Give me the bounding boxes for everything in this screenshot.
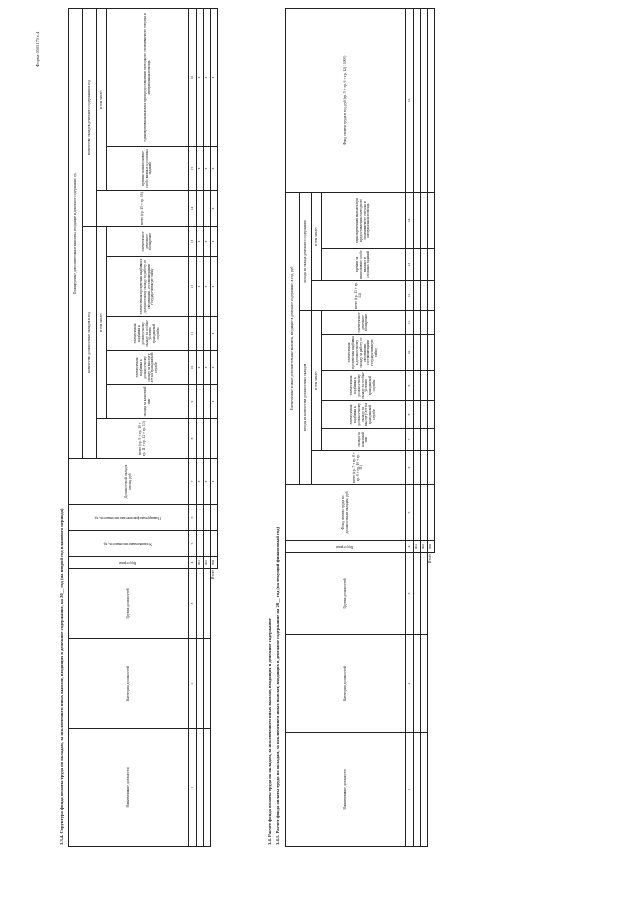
t1-row-code: 001	[197, 557, 204, 569]
t1-h-position-group: Группа должностей	[69, 569, 189, 639]
t2-h-c7: оклада за классный чин	[322, 429, 406, 451]
t1-cell[interactable]	[204, 729, 211, 847]
form-code: Форма 0505175 с.4	[35, 31, 40, 67]
t1-h-c11: ежемесячная надбавка к должностному окладу за особые условия гражданской службы	[107, 317, 189, 351]
t2-colnum: 14	[406, 192, 414, 248]
t2-cell[interactable]	[414, 281, 421, 311]
t2-total-cell[interactable]	[428, 485, 435, 541]
t1-h-c13: ежемесячное денежное поощрение	[107, 227, 189, 257]
t1-colnum: 10	[189, 351, 197, 385]
t1-cell[interactable]: x	[197, 8, 204, 146]
t2-h-row-code: Код строки	[286, 541, 406, 553]
t1-total-cell[interactable]: x	[211, 385, 218, 419]
t2-cell[interactable]	[414, 192, 421, 248]
t2-colnum: 10	[406, 335, 414, 371]
t2-colnum: 9	[406, 371, 414, 401]
t1-cell[interactable]: x	[204, 8, 211, 146]
t2-colnum: 12	[406, 281, 414, 311]
t1-cell[interactable]: x	[197, 459, 204, 505]
t1-total-cell[interactable]: x	[211, 351, 218, 385]
t2-colnum: 5	[406, 485, 414, 541]
t1-cell[interactable]	[204, 191, 211, 227]
t2-colnum: 2	[406, 635, 414, 733]
t2-h-including-2: в том числе:	[312, 192, 322, 280]
t2-h-c9: ежемесячная надбавка к должностному окладу за особые условия гражданской службы	[322, 371, 406, 401]
t1-colnum: 1	[189, 729, 197, 847]
t1-colnum: 3	[189, 569, 197, 639]
t1-cell[interactable]	[197, 569, 204, 639]
t1-cell[interactable]: x	[197, 147, 204, 191]
t1-cell[interactable]	[197, 505, 204, 531]
t1-cell[interactable]	[204, 385, 211, 419]
t2-cell[interactable]	[421, 192, 428, 248]
t1-h-including-2: в том числе:	[97, 8, 107, 190]
t1-total-cell[interactable]: x	[211, 227, 218, 257]
t1-colnum: 13	[189, 227, 197, 257]
t1-colnum: 8	[189, 419, 197, 459]
t2-h-position-category: Категория должностей	[286, 635, 406, 733]
t2-cell[interactable]	[421, 281, 428, 311]
table-row-total	[211, 8, 218, 846]
t1-col-numbers	[189, 8, 197, 846]
t1-cell[interactable]	[197, 385, 204, 419]
t2-cell[interactable]	[414, 8, 421, 192]
t2-row-code: 001	[414, 541, 421, 553]
t1-total-cell[interactable]: x	[211, 257, 218, 317]
t1-total-cell[interactable]	[211, 505, 218, 531]
t2-colnum: 1	[406, 733, 414, 847]
t2-h-position-group: Группа должностей	[286, 553, 406, 635]
t2-total-cell[interactable]	[428, 335, 435, 371]
t2-h-position-name: Наименование должности	[286, 733, 406, 847]
t2-h-c8: ежемесячная надбавка к должностному окладу за выслугу лет на гражданской службе	[322, 401, 406, 429]
t1-cell[interactable]	[204, 419, 211, 459]
t2-cell[interactable]	[421, 635, 428, 733]
t1-blank	[211, 639, 218, 729]
t1-cell[interactable]: x	[204, 257, 211, 317]
t2-blank	[428, 635, 435, 733]
t2-colnum: 6	[406, 451, 414, 485]
t2-cell[interactable]	[414, 249, 421, 281]
t1-cell[interactable]	[197, 531, 204, 557]
t1-h-position-category: Категория должностей	[69, 639, 189, 729]
t1-total-code: 900	[211, 557, 218, 569]
t1-h-c15: премии за выполнение особо важных и сложных заданий	[107, 147, 189, 191]
t1-h-c10: ежемесячная надбавка к должностному окладу за выслугу лет на гражданской службе	[107, 351, 189, 385]
t1-h-planned: Планируемая фактическая численность, ед.	[69, 505, 189, 531]
t1-total-cell[interactable]: x	[211, 191, 218, 227]
t1-cell[interactable]	[204, 639, 211, 729]
t1-cell[interactable]	[197, 639, 204, 729]
t1-h-total-1: всего (гр. 9 + гр. 10 + гр. 11 + гр. 12 + гр. 13)	[97, 419, 189, 459]
table-row	[204, 8, 211, 846]
t2-cell[interactable]	[414, 733, 421, 847]
t2-total-cell[interactable]	[428, 311, 435, 335]
t2-h-c13: премии за выполнение особо важных и сложных заданий	[322, 249, 406, 281]
t2-colnum: 11	[406, 311, 414, 335]
t2-cell[interactable]	[414, 311, 421, 335]
t2-colnum: 8	[406, 401, 414, 429]
t1-cell[interactable]	[204, 317, 211, 351]
t2-total-cell[interactable]	[428, 371, 435, 401]
t2-total-cell[interactable]	[428, 451, 435, 485]
t2-cell[interactable]	[414, 451, 421, 485]
t1-h-payments-group: Планируемые дополнительные выплаты, входящие в денежное содержание, ед.	[69, 8, 83, 458]
t1-cell[interactable]	[197, 191, 204, 227]
t1-cell[interactable]	[197, 419, 204, 459]
t2-h-c11: ежемесячное денежное поощрение	[322, 311, 406, 335]
t1-total-cell[interactable]	[211, 531, 218, 557]
t2-cell[interactable]	[421, 335, 428, 371]
t2-colnum: 13	[406, 249, 414, 281]
t2-h-c10: ежемесячная процентная надбавка к должностному окладу за работу со сведениями, составляющими государственную тайну	[322, 335, 406, 371]
section-34-title: 3.4. Расчет фонда оплаты труда по окладам, за исключением иных выплат, входящих в денежное содержание	[267, 618, 272, 845]
t2-cell[interactable]	[421, 485, 428, 541]
t2-cell[interactable]	[421, 553, 428, 635]
t1-total-cell[interactable]: x	[211, 317, 218, 351]
t2-colnum: 3	[406, 553, 414, 635]
t2-cell[interactable]	[414, 553, 421, 635]
t1-h-allowance: количество окладов денежного содержания в год	[83, 8, 97, 226]
t2-cell[interactable]	[421, 401, 428, 429]
t1-h-salary: Должностной оклад в месяц, руб	[69, 459, 189, 505]
t1-h-salaries-count: количество должностных окладов в год	[83, 227, 97, 459]
t1-total-cell[interactable]: x	[211, 8, 218, 146]
t1-h-row-code: Код строки	[69, 557, 189, 569]
t1-cell[interactable]	[197, 729, 204, 847]
table-row	[421, 8, 428, 846]
t1-total-cell[interactable]: x	[211, 147, 218, 191]
t1-colnum: 15	[189, 147, 197, 191]
t2-cell[interactable]	[414, 635, 421, 733]
t2-colnum: 4	[406, 541, 414, 553]
t2-total-cell[interactable]	[428, 281, 435, 311]
t1-colnum: 16	[189, 8, 197, 146]
t1-cell[interactable]: x	[197, 227, 204, 257]
t1-colnum: 5	[189, 531, 197, 557]
t2-cell[interactable]	[421, 249, 428, 281]
t1-total-label: Итого	[211, 570, 216, 580]
t2-total-cell[interactable]	[428, 8, 435, 192]
t2-h-total-2: всего (гр. 13 + гр. 14)	[312, 281, 406, 311]
t1-h-position-name: Наименование должности	[69, 729, 189, 847]
t2-cell[interactable]	[414, 485, 421, 541]
t2-cell[interactable]	[421, 733, 428, 847]
t2-cell[interactable]	[414, 429, 421, 451]
t1-h-established: Установленная численность, ед.	[69, 531, 189, 557]
t2-h-c15: Фонд оплаты труда в год, руб (гр. 5 + гр. 6 + гр. 12) / 1000)	[286, 8, 406, 192]
t2-cell[interactable]	[421, 311, 428, 335]
t1-cell[interactable]	[204, 531, 211, 557]
section-334-title: 3.3.4. Структура фонда оплаты труда по окладам, за исключением иных выплат, входящих в денежное содержание, на 20__ год (на второй год планового периода)	[59, 508, 64, 845]
t2-total-cell[interactable]	[428, 192, 435, 248]
table-row	[197, 8, 204, 846]
t1-row-code: 002	[204, 557, 211, 569]
t2-row-code: 002	[421, 541, 428, 553]
t2-colnum: 15	[406, 8, 414, 192]
t1-h-including-1: в том числе:	[97, 227, 107, 419]
t2-h-c14: единовременная выплата при предоставлении ежегодного оплачиваемого отпуска и материальная помощь	[322, 192, 406, 248]
t2-h-including-1: в том числе:	[312, 311, 322, 451]
section-341-title: 3.4.1. Расчет фонда оплаты труда по окладам, за исключением иных выплат, входящих в денежное содержание на 20__ год (на текущий финансовый год)	[275, 526, 280, 845]
t1-colnum: 2	[189, 639, 197, 729]
table-row-total	[428, 8, 435, 846]
t2-colnum: 7	[406, 429, 414, 451]
t2-cell[interactable]	[414, 371, 421, 401]
t1-colnum: 6	[189, 505, 197, 531]
t2-cell[interactable]	[414, 335, 421, 371]
t2-h-by-salaries: исходя из количества должностных окладов	[300, 311, 312, 485]
t1-colnum: 9	[189, 385, 197, 419]
t2-h-by-allowance: исходя из оклада денежного содержания	[300, 192, 312, 310]
t1-cell[interactable]: x	[204, 227, 211, 257]
t1-total-cell[interactable]	[211, 419, 218, 459]
t1-total-cell[interactable]: x	[211, 459, 218, 505]
t1-colnum: 4	[189, 557, 197, 569]
t1-cell[interactable]: x	[197, 351, 204, 385]
t2-h-salary-fund: Фонд оплаты труда по должностным окладам, руб	[286, 485, 406, 541]
t2-h-total-1: всего (гр. 7 + гр. 8 + гр. 9 + гр. 10 + гр. 11)	[312, 451, 406, 485]
t1-cell[interactable]	[204, 505, 211, 531]
table-334	[68, 8, 218, 847]
t2-h-payments-group: Ежемесячные и иные дополнительные выплаты, входящие в денежное содержание, в год, руб	[286, 192, 300, 484]
t1-colnum: 7	[189, 459, 197, 505]
t1-cell[interactable]: x	[204, 459, 211, 505]
t1-h-c12: ежемесячная процентная надбавка к должностному окладу за работу со сведениями, составляющими государственную тайну	[107, 257, 189, 317]
t1-h-total-2: всего (гр. 15 + гр. 16)	[97, 191, 189, 227]
t1-h-c9: оклада за классный чин	[107, 385, 189, 419]
t2-cell[interactable]	[421, 8, 428, 192]
t1-colnum: 12	[189, 257, 197, 317]
t2-blank	[428, 733, 435, 847]
t2-col-numbers	[406, 8, 414, 846]
t2-total-cell[interactable]	[428, 429, 435, 451]
t2-cell[interactable]	[421, 451, 428, 485]
t1-cell[interactable]: x	[204, 351, 211, 385]
t1-cell[interactable]	[197, 317, 204, 351]
t2-total-cell[interactable]	[428, 401, 435, 429]
t1-h-c16: единовременная выплата при предоставлении ежегодного оплачиваемого отпуска и материальная помощь	[107, 8, 189, 146]
t2-total-cell[interactable]	[428, 249, 435, 281]
table-row	[414, 8, 421, 846]
t2-total-code: 900	[428, 541, 435, 553]
t2-cell[interactable]	[421, 429, 428, 451]
t2-cell[interactable]	[421, 371, 428, 401]
t1-blank	[211, 729, 218, 847]
t1-colnum: 14	[189, 191, 197, 227]
t1-cell[interactable]: x	[197, 257, 204, 317]
t2-cell[interactable]	[414, 401, 421, 429]
t1-cell[interactable]: x	[204, 147, 211, 191]
table-341	[285, 8, 435, 847]
t1-colnum: 11	[189, 317, 197, 351]
t1-cell[interactable]	[204, 569, 211, 639]
t2-total-label: Итого	[428, 554, 433, 564]
